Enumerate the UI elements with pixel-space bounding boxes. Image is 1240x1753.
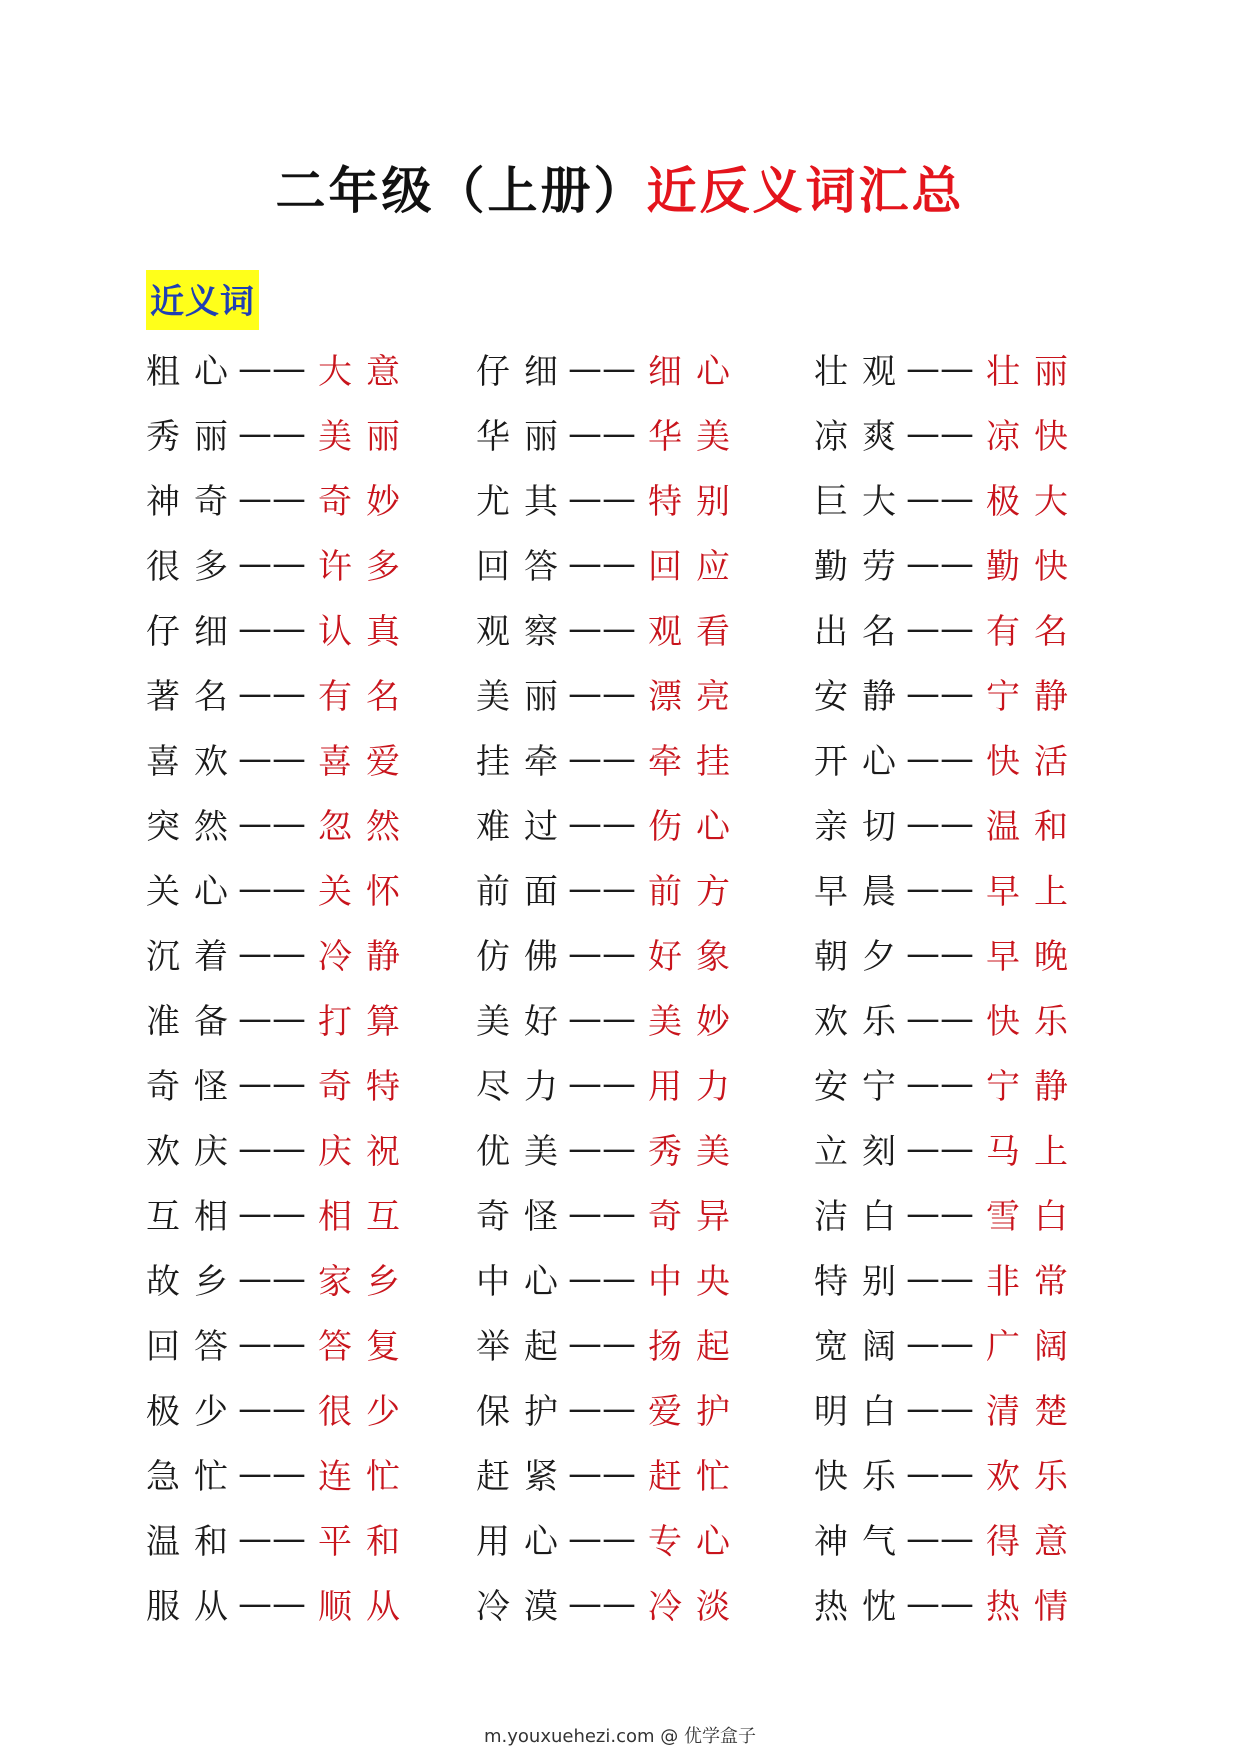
synonym-row <box>146 791 1146 856</box>
synonym-pair <box>146 986 414 1051</box>
synonym-row <box>146 1571 1146 1636</box>
synonym-word: 许多 <box>318 547 414 587</box>
synonym-word: 忽然 <box>318 807 414 847</box>
synonym-word: 观看 <box>648 612 744 652</box>
synonym-word: 好象 <box>648 937 744 977</box>
dash-separator: —— <box>906 998 974 1039</box>
synonym-pair <box>814 661 1082 726</box>
synonym-word: 中央 <box>648 1262 744 1302</box>
synonym-pair <box>146 1506 414 1571</box>
synonym-row <box>146 1181 1146 1246</box>
word: 喜欢 <box>146 742 242 782</box>
word: 用心 <box>476 1522 572 1562</box>
dash-separator: —— <box>906 738 974 779</box>
dash-separator: —— <box>906 1453 974 1494</box>
word: 神气 <box>814 1522 910 1562</box>
word: 奇怪 <box>476 1197 572 1237</box>
synonym-word: 专心 <box>648 1522 744 1562</box>
word: 急忙 <box>146 1457 242 1497</box>
dash-separator: —— <box>238 348 306 389</box>
dash-separator: —— <box>568 738 636 779</box>
word: 极少 <box>146 1392 242 1432</box>
synonym-word: 喜爱 <box>318 742 414 782</box>
dash-separator: —— <box>238 1388 306 1429</box>
synonym-pair <box>814 856 1082 921</box>
synonym-pair <box>814 1571 1082 1636</box>
dash-separator: —— <box>238 1063 306 1104</box>
word: 快乐 <box>814 1457 910 1497</box>
synonym-word: 漂亮 <box>648 677 744 717</box>
word: 奇怪 <box>146 1067 242 1107</box>
dash-separator: —— <box>906 413 974 454</box>
word: 回答 <box>146 1327 242 1367</box>
synonym-word: 相互 <box>318 1197 414 1237</box>
synonym-word: 温和 <box>986 807 1082 847</box>
dash-separator: —— <box>568 1193 636 1234</box>
synonym-pair <box>476 1051 744 1116</box>
dash-separator: —— <box>568 1453 636 1494</box>
synonym-word: 扬起 <box>648 1327 744 1367</box>
synonym-word: 连忙 <box>318 1457 414 1497</box>
synonym-pair <box>476 1441 744 1506</box>
synonym-pair <box>814 921 1082 986</box>
word: 仿佛 <box>476 937 572 977</box>
synonym-row <box>146 726 1146 791</box>
dash-separator: —— <box>906 1388 974 1429</box>
synonym-word: 回应 <box>648 547 744 587</box>
title-accent: 近反义词汇总 <box>646 161 965 220</box>
synonym-word: 奇妙 <box>318 482 414 522</box>
dash-separator: —— <box>238 803 306 844</box>
synonym-pair <box>476 1116 744 1181</box>
synonym-word: 美丽 <box>318 417 414 457</box>
dash-separator: —— <box>568 1323 636 1364</box>
synonym-pair <box>476 1571 744 1636</box>
synonym-word: 用力 <box>648 1067 744 1107</box>
synonym-word: 平和 <box>318 1522 414 1562</box>
synonym-pair <box>146 1441 414 1506</box>
word: 回答 <box>476 547 572 587</box>
synonym-pair <box>146 661 414 726</box>
synonym-word: 打算 <box>318 1002 414 1042</box>
synonym-pair <box>476 921 744 986</box>
dash-separator: —— <box>568 1583 636 1624</box>
synonym-row <box>146 1116 1146 1181</box>
dash-separator: —— <box>238 1258 306 1299</box>
synonym-pair <box>476 336 744 401</box>
synonym-word: 赶忙 <box>648 1457 744 1497</box>
synonym-word: 家乡 <box>318 1262 414 1302</box>
word: 赶紧 <box>476 1457 572 1497</box>
synonym-pair <box>814 1051 1082 1116</box>
word: 凉爽 <box>814 417 910 457</box>
synonym-word: 冷淡 <box>648 1587 744 1627</box>
synonym-row <box>146 1311 1146 1376</box>
synonym-pair <box>146 1116 414 1181</box>
synonym-word: 庆祝 <box>318 1132 414 1172</box>
word: 仔细 <box>476 352 572 392</box>
synonym-word: 伤心 <box>648 807 744 847</box>
synonym-pair <box>476 1506 744 1571</box>
synonym-pair <box>146 726 414 791</box>
word: 立刻 <box>814 1132 910 1172</box>
dash-separator: —— <box>238 413 306 454</box>
synonym-word: 快乐 <box>986 1002 1082 1042</box>
synonym-pair <box>476 531 744 596</box>
synonym-word: 欢乐 <box>986 1457 1082 1497</box>
word: 勤劳 <box>814 547 910 587</box>
footer-watermark: m.youxuehezi.com @ 优学盒子 <box>483 1726 756 1747</box>
synonym-word: 广阔 <box>986 1327 1082 1367</box>
synonym-row <box>146 1506 1146 1571</box>
dash-separator: —— <box>906 1518 974 1559</box>
dash-separator: —— <box>568 1258 636 1299</box>
synonym-word: 华美 <box>648 417 744 457</box>
dash-separator: —— <box>238 998 306 1039</box>
synonym-pair <box>146 1376 414 1441</box>
synonym-grid <box>146 336 1146 1636</box>
dash-separator: —— <box>238 1518 306 1559</box>
word: 挂牵 <box>476 742 572 782</box>
word: 保护 <box>476 1392 572 1432</box>
synonym-pair <box>476 1376 744 1441</box>
word: 服从 <box>146 1587 242 1627</box>
section-label-synonyms: 近义词 <box>146 270 259 330</box>
synonym-word: 奇异 <box>648 1197 744 1237</box>
synonym-pair <box>146 856 414 921</box>
synonym-word: 热情 <box>986 1587 1082 1627</box>
word: 安静 <box>814 677 910 717</box>
synonym-row <box>146 1376 1146 1441</box>
word: 秀丽 <box>146 417 242 457</box>
synonym-pair <box>476 1311 744 1376</box>
synonym-pair <box>814 1506 1082 1571</box>
synonym-word: 有名 <box>986 612 1082 652</box>
synonym-pair <box>814 1116 1082 1181</box>
word: 早晨 <box>814 872 910 912</box>
synonym-word: 雪白 <box>986 1197 1082 1237</box>
synonym-word: 秀美 <box>648 1132 744 1172</box>
dash-separator: —— <box>568 803 636 844</box>
dash-separator: —— <box>568 1518 636 1559</box>
synonym-pair <box>146 531 414 596</box>
word: 故乡 <box>146 1262 242 1302</box>
word: 热忱 <box>814 1587 910 1627</box>
synonym-pair <box>814 336 1082 401</box>
dash-separator: —— <box>568 673 636 714</box>
synonym-row <box>146 1246 1146 1311</box>
word: 亲切 <box>814 807 910 847</box>
synonym-word: 非常 <box>986 1262 1082 1302</box>
dash-separator: —— <box>906 1323 974 1364</box>
synonym-word: 早上 <box>986 872 1082 912</box>
dash-separator: —— <box>906 348 974 389</box>
synonym-row <box>146 856 1146 921</box>
dash-separator: —— <box>238 1193 306 1234</box>
word: 冷漠 <box>476 1587 572 1627</box>
synonym-word: 得意 <box>986 1522 1082 1562</box>
synonym-word: 答复 <box>318 1327 414 1367</box>
word: 明白 <box>814 1392 910 1432</box>
word: 粗心 <box>146 352 242 392</box>
synonym-pair <box>146 466 414 531</box>
word: 沉着 <box>146 937 242 977</box>
synonym-word: 壮丽 <box>986 352 1082 392</box>
word: 互相 <box>146 1197 242 1237</box>
word: 准备 <box>146 1002 242 1042</box>
synonym-pair <box>814 791 1082 856</box>
synonym-word: 牵挂 <box>648 742 744 782</box>
synonym-row <box>146 596 1146 661</box>
word: 美丽 <box>476 677 572 717</box>
word: 很多 <box>146 547 242 587</box>
dash-separator: —— <box>568 1388 636 1429</box>
synonym-pair <box>476 726 744 791</box>
word: 关心 <box>146 872 242 912</box>
synonym-word: 凉快 <box>986 417 1082 457</box>
synonym-pair <box>476 661 744 726</box>
synonym-pair <box>476 856 744 921</box>
dash-separator: —— <box>906 1258 974 1299</box>
synonym-pair <box>814 726 1082 791</box>
word: 壮观 <box>814 352 910 392</box>
dash-separator: —— <box>568 348 636 389</box>
synonym-word: 有名 <box>318 677 414 717</box>
word: 特别 <box>814 1262 910 1302</box>
dash-separator: —— <box>568 543 636 584</box>
synonym-pair <box>146 401 414 466</box>
word: 宽阔 <box>814 1327 910 1367</box>
synonym-word: 马上 <box>986 1132 1082 1172</box>
dash-separator: —— <box>906 673 974 714</box>
synonym-pair <box>476 791 744 856</box>
synonym-pair <box>476 401 744 466</box>
synonym-word: 极大 <box>986 482 1082 522</box>
synonym-word: 奇特 <box>318 1067 414 1107</box>
word: 尤其 <box>476 482 572 522</box>
word: 开心 <box>814 742 910 782</box>
dash-separator: —— <box>906 543 974 584</box>
dash-separator: —— <box>568 998 636 1039</box>
synonym-pair <box>146 1181 414 1246</box>
dash-separator: —— <box>568 608 636 649</box>
word: 巨大 <box>814 482 910 522</box>
dash-separator: —— <box>238 1453 306 1494</box>
synonym-word: 顺从 <box>318 1587 414 1627</box>
dash-separator: —— <box>568 413 636 454</box>
word: 著名 <box>146 677 242 717</box>
dash-separator: —— <box>238 673 306 714</box>
dash-separator: —— <box>906 608 974 649</box>
dash-separator: —— <box>238 1323 306 1364</box>
synonym-pair <box>146 1246 414 1311</box>
dash-separator: —— <box>568 478 636 519</box>
synonym-pair <box>814 1181 1082 1246</box>
synonym-pair <box>814 1311 1082 1376</box>
word: 尽力 <box>476 1067 572 1107</box>
synonym-pair <box>146 336 414 401</box>
dash-separator: —— <box>906 933 974 974</box>
word: 出名 <box>814 612 910 652</box>
synonym-pair <box>476 986 744 1051</box>
synonym-pair <box>476 596 744 661</box>
synonym-row <box>146 531 1146 596</box>
word: 优美 <box>476 1132 572 1172</box>
dash-separator: —— <box>906 1128 974 1169</box>
synonym-pair <box>814 1246 1082 1311</box>
dash-separator: —— <box>906 1193 974 1234</box>
synonym-pair <box>476 1246 744 1311</box>
synonym-word: 美妙 <box>648 1002 744 1042</box>
synonym-word: 特别 <box>648 482 744 522</box>
word: 安宁 <box>814 1067 910 1107</box>
synonym-pair <box>146 921 414 986</box>
dash-separator: —— <box>238 738 306 779</box>
page-title <box>0 156 1240 226</box>
synonym-pair <box>146 596 414 661</box>
synonym-pair <box>814 401 1082 466</box>
word: 欢乐 <box>814 1002 910 1042</box>
word: 举起 <box>476 1327 572 1367</box>
synonym-row <box>146 921 1146 986</box>
synonym-word: 快活 <box>986 742 1082 782</box>
dash-separator: —— <box>238 1583 306 1624</box>
synonym-row <box>146 1051 1146 1116</box>
synonym-row <box>146 401 1146 466</box>
synonym-word: 勤快 <box>986 547 1082 587</box>
synonym-pair <box>814 986 1082 1051</box>
synonym-row <box>146 336 1146 401</box>
word: 温和 <box>146 1522 242 1562</box>
synonym-word: 认真 <box>318 612 414 652</box>
word: 观察 <box>476 612 572 652</box>
dash-separator: —— <box>238 1128 306 1169</box>
word: 突然 <box>146 807 242 847</box>
dash-separator: —— <box>568 933 636 974</box>
synonym-pair <box>146 1571 414 1636</box>
synonym-word: 大意 <box>318 352 414 392</box>
synonym-pair <box>146 1051 414 1116</box>
synonym-row <box>146 466 1146 531</box>
dash-separator: —— <box>568 1128 636 1169</box>
synonym-pair <box>814 596 1082 661</box>
synonym-pair <box>814 531 1082 596</box>
word: 难过 <box>476 807 572 847</box>
dash-separator: —— <box>568 1063 636 1104</box>
synonym-row <box>146 661 1146 726</box>
word: 仔细 <box>146 612 242 652</box>
dash-separator: —— <box>238 868 306 909</box>
synonym-word: 清楚 <box>986 1392 1082 1432</box>
synonym-pair <box>476 466 744 531</box>
word: 朝夕 <box>814 937 910 977</box>
word: 华丽 <box>476 417 572 457</box>
word: 洁白 <box>814 1197 910 1237</box>
synonym-pair <box>814 1441 1082 1506</box>
synonym-word: 冷静 <box>318 937 414 977</box>
synonym-pair <box>814 1376 1082 1441</box>
dash-separator: —— <box>906 1583 974 1624</box>
dash-separator: —— <box>906 1063 974 1104</box>
title-main: 二年级（上册） <box>275 161 647 220</box>
word: 神奇 <box>146 482 242 522</box>
dash-separator: —— <box>906 803 974 844</box>
dash-separator: —— <box>238 543 306 584</box>
synonym-pair <box>146 791 414 856</box>
word: 前面 <box>476 872 572 912</box>
word: 中心 <box>476 1262 572 1302</box>
synonym-word: 宁静 <box>986 677 1082 717</box>
synonym-pair <box>814 466 1082 531</box>
synonym-pair <box>476 1181 744 1246</box>
dash-separator: —— <box>906 478 974 519</box>
dash-separator: —— <box>238 478 306 519</box>
synonym-pair <box>146 1311 414 1376</box>
word: 欢庆 <box>146 1132 242 1172</box>
synonym-word: 早晚 <box>986 937 1082 977</box>
synonym-word: 宁静 <box>986 1067 1082 1107</box>
synonym-word: 前方 <box>648 872 744 912</box>
synonym-word: 很少 <box>318 1392 414 1432</box>
word: 美好 <box>476 1002 572 1042</box>
synonym-row <box>146 986 1146 1051</box>
dash-separator: —— <box>906 868 974 909</box>
dash-separator: —— <box>238 608 306 649</box>
synonym-word: 细心 <box>648 352 744 392</box>
synonym-row <box>146 1441 1146 1506</box>
synonym-word: 关怀 <box>318 872 414 912</box>
dash-separator: —— <box>238 933 306 974</box>
dash-separator: —— <box>568 868 636 909</box>
synonym-word: 爱护 <box>648 1392 744 1432</box>
